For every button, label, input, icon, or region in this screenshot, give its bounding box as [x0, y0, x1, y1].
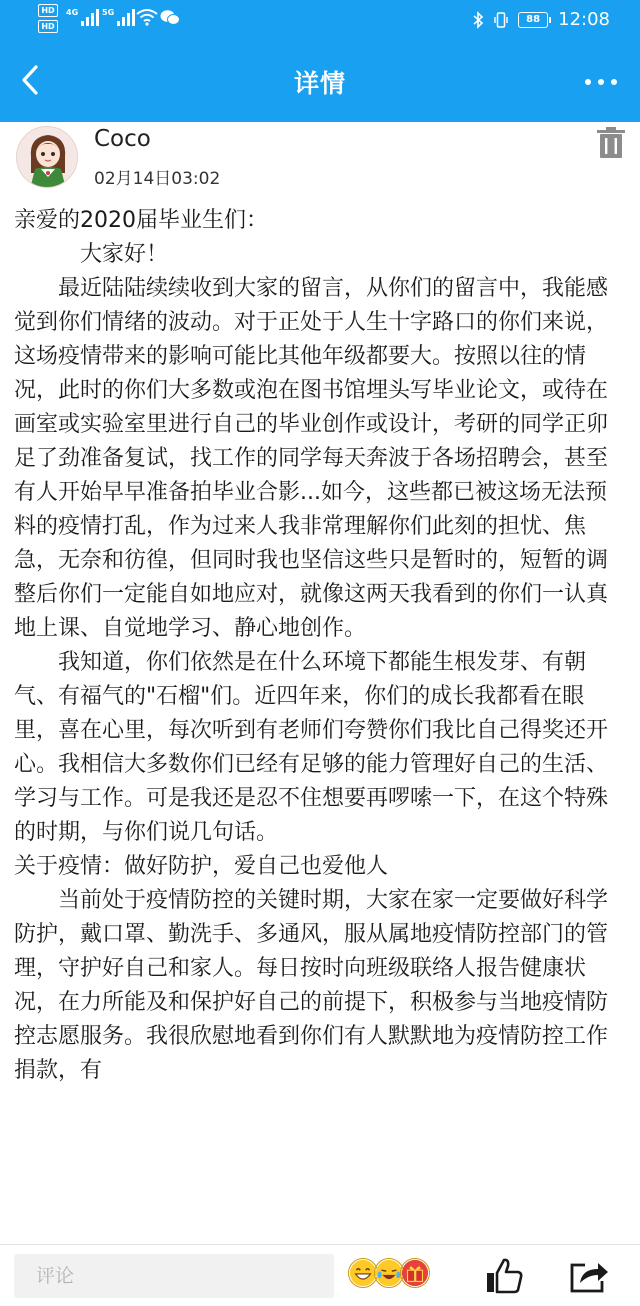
avatar-image — [17, 127, 78, 188]
more-button[interactable] — [576, 62, 626, 102]
greeting-line: 亲爱的2020届毕业生们： — [14, 208, 268, 233]
bottom-bar — [0, 1244, 640, 1306]
comment-input[interactable] — [14, 1254, 334, 1298]
hello-line: 大家好！ — [80, 242, 169, 267]
hd-badge: HD — [38, 4, 58, 17]
gift-emoji-icon[interactable] — [400, 1258, 430, 1288]
signal-2-icon — [102, 8, 135, 26]
bluetooth-icon — [472, 11, 484, 29]
emoji-reactions — [348, 1258, 426, 1288]
status-bar — [0, 0, 640, 40]
share-icon[interactable] — [568, 1257, 610, 1295]
battery-indicator: 88 — [518, 12, 548, 28]
status-time: 12:08 — [558, 9, 610, 30]
avatar[interactable] — [16, 126, 78, 188]
section-heading: 关于疫情：做好防护，爱自己也爱他人 — [14, 854, 389, 879]
app-bar — [0, 40, 640, 122]
vibrate-icon — [494, 11, 508, 29]
post-header — [0, 122, 640, 204]
content-paragraph: 我知道，你们依然是在什么环境下都能生根发芽、有朝气、有福气的"石榴"们。近四年来，你们的成长我都看在眼里，喜在心里，每次听到有老师们夸赞你们我比自己得奖还开心。我相信大多数你们已经有足够的能力管理好自己的生活、学习与工作。可是我还是忍不住想要再啰嗦一下，在这个特殊的时期，与你们说几句话。 — [14, 650, 609, 845]
wechat-icon — [160, 9, 180, 26]
content-paragraph: 最近陆陆续续收到大家的留言，从你们的留言中，我能感觉到你们情绪的波动。对于正处于人生十字路口的你们来说，这场疫情带来的影响可能比其他年级都要大。按照以往的情况，此时的你们大多数或泡在图书馆埋头写毕业论文，或待在画室或实验室里进行自己的毕业创作或设计，考研的同学正卯足了劲准备复试，找工作的同学每天奔波于各场招聘会，甚至有人开始早早准备拍毕业合影...如今，这些都已被这场无法预料的疫情打乱，作为过来人我非常理解你们此刻的担忧、焦急，无奈和彷徨，但同时我也坚信这些只是暂时的，短暂的调整后你们一定能自如地应对，就像这两天我看到的你们一认真地上课、自觉地学习、静心地创作。 — [14, 276, 609, 641]
post-content — [14, 204, 626, 1244]
thumbs-up-icon[interactable] — [484, 1257, 524, 1295]
content-paragraph: 当前处于疫情防控的关键时期，大家在家一定要做好科学防护，戴口罩、勤洗手、多通风，服从属地疫情防控部门的管理，守护好自己和家人。每日按时向班级联络人报告健康状况，在力所能及和保护好自己的前提下，积极参与当地疫情防控志愿服务。我很欣慰地看到你们有人默默地为疫情防控工作捐款，有 — [14, 888, 609, 1083]
signal-1-icon — [66, 8, 99, 26]
post-date: 02月14日03:02 — [94, 169, 221, 189]
network-type-label: 4G — [66, 8, 79, 17]
hd-indicators — [38, 4, 58, 36]
page-title: 详情 — [293, 69, 346, 98]
trash-icon[interactable] — [596, 126, 626, 160]
more-dots-icon — [585, 79, 591, 85]
hd-badge: HD — [38, 20, 58, 33]
network-type-label: 5G — [102, 8, 115, 17]
author-name[interactable]: Coco — [94, 126, 151, 152]
wifi-icon — [136, 8, 158, 26]
